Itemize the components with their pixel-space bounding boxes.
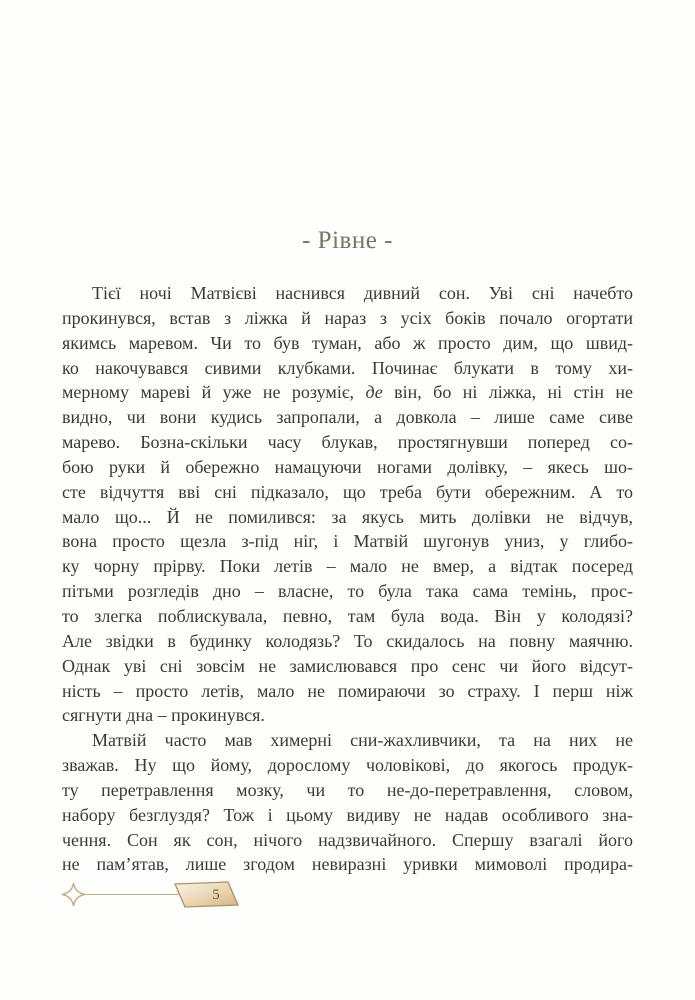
- text-line: [62, 778, 633, 803]
- text-segment: мерному мареві й уже не розуміє,: [62, 382, 366, 403]
- text-segment: він, бо ні ліжка, ні стін не: [382, 382, 634, 403]
- text-line: [62, 455, 633, 480]
- text-segment: ку чорну прірву. Поки летів – мало не вмер, а відтак посеред: [62, 556, 633, 577]
- text-line: [62, 356, 633, 381]
- text-segment: Матвій часто мав химерні сни-жахливчики, та на них не: [92, 730, 633, 751]
- text-segment: Тієї ночі Матвієві наснився дивний сон. Уві сні начебто: [92, 283, 633, 303]
- text-line: [62, 803, 633, 828]
- page-number: 5: [212, 887, 220, 903]
- text-segment: вона просто щезла з-під ніг, і Матвій шугонув униз, у глибо-: [62, 531, 633, 552]
- text-line: [62, 281, 633, 306]
- text-segment: мало що... Й не помилився: за якусь мить долівки не відчув,: [62, 506, 633, 527]
- text-segment: не пам’ятав, лише згодом невиразні уривки мимоволі продира-: [62, 854, 633, 875]
- text-line: [62, 331, 633, 356]
- text-line: [62, 703, 633, 728]
- text-line: [62, 405, 633, 430]
- text-line: [62, 505, 633, 530]
- page-number-tab: [167, 880, 249, 910]
- text-segment: сягнути дна – прокинувся.: [62, 705, 265, 726]
- text-segment: ко накочувався сивими клубками. Починає блукати в тому хи-: [62, 357, 633, 378]
- text-line: [62, 654, 633, 679]
- body-text: [62, 281, 633, 877]
- text-segment: Однак уві сні зовсім не замислювався про сенс чи його відсут-: [62, 655, 633, 676]
- text-segment: набору безглуздя? Тож і цьому видиву не надав особливого зна-: [62, 804, 633, 825]
- text-segment: де: [365, 382, 383, 403]
- text-segment: сте відчуття вві сні підказало, що треба бути обережним. А то: [62, 481, 633, 502]
- text-line: [62, 852, 633, 877]
- page-footer: [0, 878, 695, 914]
- chapter-title: - Рівне -: [302, 227, 393, 254]
- text-line: [62, 380, 633, 405]
- text-segment: видно, чи вони кудись запропали, а довкола – лише саме сиве: [62, 407, 633, 428]
- text-line: [62, 728, 633, 753]
- text-segment: бою руки й обережно намацуючи ногами долівку, – якесь шо-: [62, 456, 633, 477]
- text-line: [62, 554, 633, 579]
- text-segment: прокинувся, встав з ліжка й нараз з усіх боків почало огортати: [62, 307, 633, 328]
- text-line: [62, 828, 633, 853]
- text-segment: то злегка поблискувала, певно, там була вода. Він у колодязі?: [62, 605, 633, 626]
- text-segment: зважав. Ну що йому, дорослому чоловікові, до якогось продук-: [62, 755, 633, 776]
- text-segment: чення. Сон як сон, нічого надзвичайного. Спершу взагалі його: [62, 829, 633, 850]
- text-line: [62, 430, 633, 455]
- text-segment: марево. Бозна-скільки часу блукав, простягнувши поперед со-: [62, 432, 633, 453]
- text-segment: якимсь маревом. Чи то був туман, або ж просто дим, що швид-: [62, 332, 633, 353]
- text-line: [62, 753, 633, 778]
- text-segment: ту перетравлення мозку, чи то не-до-перетравлення, словом,: [62, 779, 633, 800]
- text-segment: пітьми розгледів дно – власне, то була така сама темінь, прос-: [62, 581, 633, 602]
- text-line: [62, 529, 633, 554]
- text-segment: Але звідки в будинку колодязь? То скидалось на повну маячню.: [62, 630, 633, 651]
- text-line: [62, 629, 633, 654]
- text-line: [62, 480, 633, 505]
- text-line: [62, 604, 633, 629]
- text-line: [62, 679, 633, 704]
- text-line: [62, 579, 633, 604]
- sparkle-icon: [61, 882, 86, 907]
- text-segment: ність – просто летів, мало не помираючи зо страху. І перш ніж: [62, 680, 633, 701]
- text-line: [62, 306, 633, 331]
